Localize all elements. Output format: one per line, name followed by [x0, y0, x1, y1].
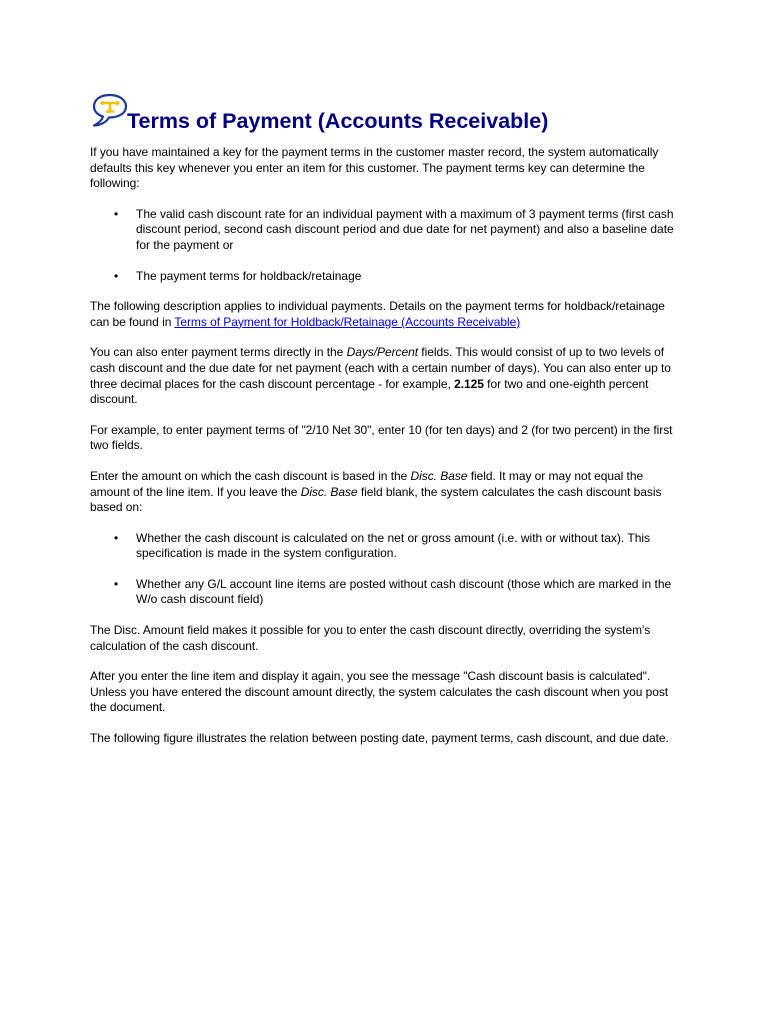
list-item-text: The valid cash discount rate for an individual payment with a maximum of 3 payment terms (first cash discount period, second cash discount period and due date for net payment) and also a baseline date for the payment or: [136, 206, 674, 252]
disc-base-field-name: Disc. Base: [300, 484, 358, 499]
intro-paragraph: If you have maintained a key for the payment terms in the customer master record, the system automatically defaults this key whenever you enter an item for this customer. The payment terms key can determine the following:: [90, 145, 659, 191]
paragraph-text: The following description applies to individual payments. Details on the payment terms for holdback/retainage can be found in: [90, 299, 665, 329]
paragraph-text: fields. This would consist of up to two levels of cash discount and the due date for net payment (each with a certain number of days). You can also enter up to three decimal places for the cash discount percentage - for example,: [90, 345, 671, 391]
title-row: [90, 92, 680, 134]
example-paragraph: For example, to enter payment terms of "2/10 Net 30", enter 10 (for ten days) and 2 (for two percent) in the first two fields.: [90, 422, 673, 453]
paragraph-text: field blank, the system calculates the cash discount basis based on:: [90, 484, 662, 515]
document-page: [90, 92, 680, 762]
bullet-icon: •: [114, 576, 119, 591]
paragraph-text: for two and one-eighth percent discount.: [90, 376, 649, 407]
payment-terms-list: [90, 207, 680, 284]
list-item-text: The payment terms for holdback/retainage: [136, 268, 362, 283]
disc-amount-paragraph: The Disc. Amount field makes it possible for you to enter the cash discount directly, overriding the system's calculation of the cash discount.: [90, 623, 651, 653]
list-item-text: Whether the cash discount is calculated on the net or gross amount (i.e. with or without tax). This specification is made in the system configuration.: [136, 530, 651, 561]
paragraph-text: field. It may or may not equal the amount of the line item. If you leave the: [90, 468, 644, 499]
line-item-paragraph: After you enter the line item and display it again, you see the message "Cash discount basis is calculated". Unless you have entered the discount amount directly, the system calculates the cash discount when you post the document.: [90, 669, 669, 715]
holdback-retainage-link[interactable]: Terms of Payment for Holdback/Retainage (Accounts Receivable): [174, 314, 521, 329]
individual-payments-paragraph: [90, 299, 680, 330]
discount-basis-list: [90, 531, 680, 608]
list-item: [90, 577, 680, 608]
paragraph-text: Enter the amount on which the cash discount is based in the: [90, 468, 411, 483]
days-percent-paragraph: [90, 345, 680, 407]
bullet-icon: •: [114, 206, 119, 221]
page-title: Terms of Payment (Accounts Receivable): [127, 109, 549, 133]
list-item-text: Whether any G/L account line items are posted without cash discount (those which are marked in the W/o cash discount field): [136, 576, 672, 607]
paragraph-text: You can also enter payment terms directly in the: [90, 345, 347, 360]
days-percent-field-name: Days/Percent: [346, 345, 419, 360]
disc-base-paragraph: [90, 469, 680, 516]
figure-intro-paragraph: The following figure illustrates the relation between posting date, payment terms, cash discount, and due date.: [90, 731, 669, 746]
bullet-icon: •: [114, 268, 119, 283]
help-speech-bubble-icon: [90, 92, 130, 130]
list-item: [90, 531, 680, 562]
list-item: [90, 207, 680, 254]
example-percentage: 2.125: [454, 376, 484, 391]
bullet-icon: •: [114, 530, 119, 545]
list-item: [90, 269, 680, 285]
disc-base-field-name: Disc. Base: [410, 468, 468, 483]
